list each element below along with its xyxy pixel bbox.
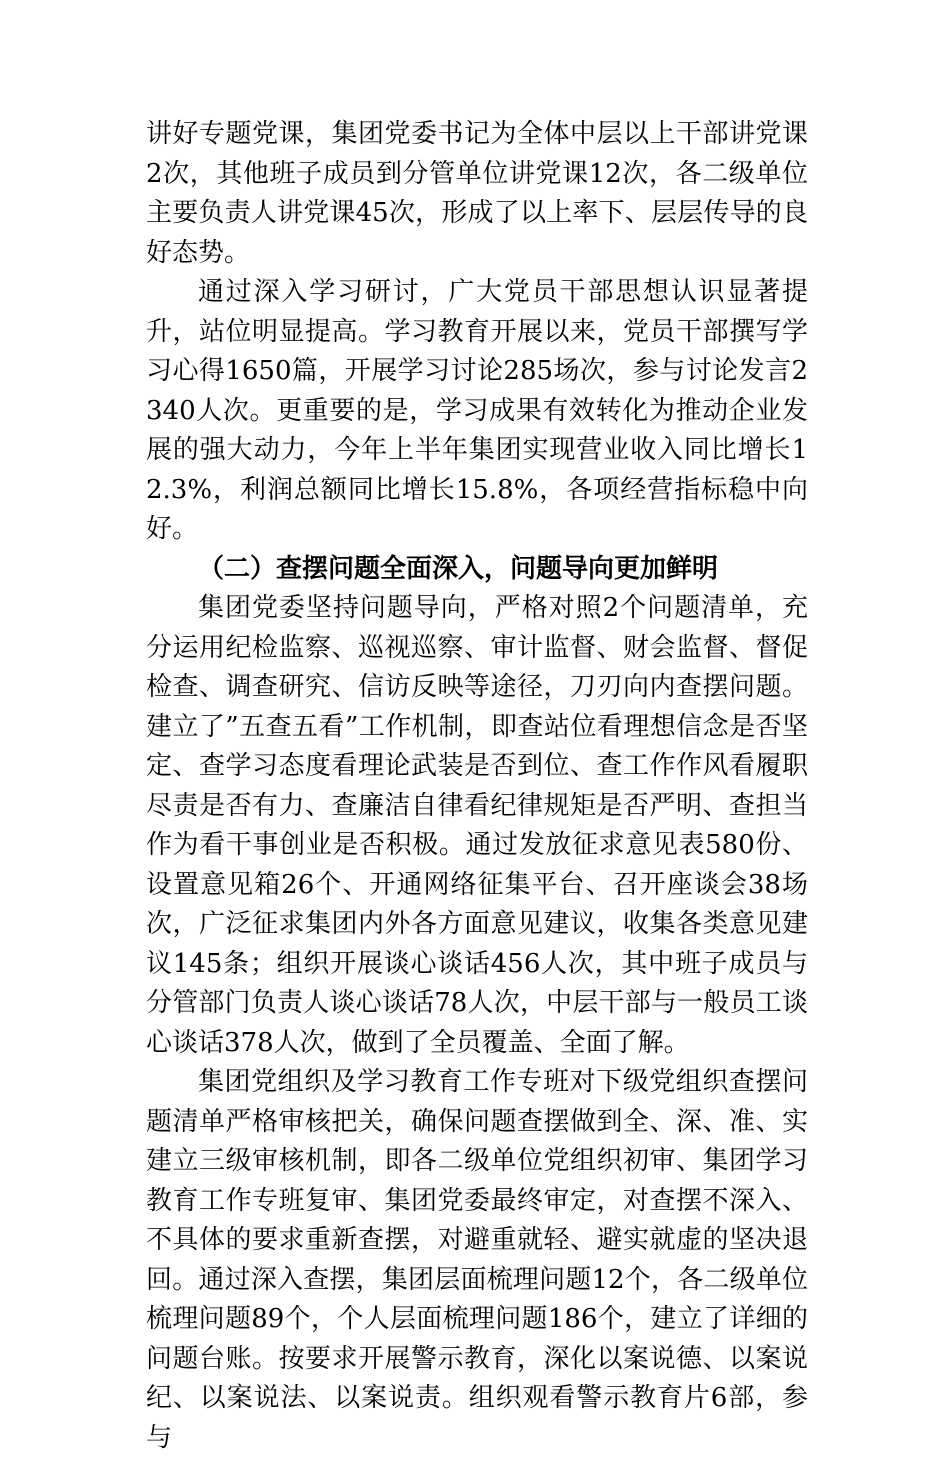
section-heading: （二）查摆问题全面深入，问题导向更加鲜明: [198, 553, 719, 584]
paragraph-party-lectures: 讲好专题党课，集团党委书记为全体中层以上干部讲党课2次，其他班子成员到分管单位讲党课12次，各二级单位主要负责人讲党课45次，形成了以上率下、层层传导的良好态势。: [146, 119, 808, 268]
paragraph-study-results: 通过深入学习研讨，广大党员干部思想认识显著提升，站位明显提高。学习教育开展以来，党员干部撰写学习心得1650篇，开展学习讨论285场次，参与讨论发言2340人次。更重要的是，学习成果有效转化为推动企业发展的强大动力，今年上半年集团实现营业收入同比增长12.3%，利润总额同比增长15.8%，各项经营指标稳中向好。: [146, 277, 808, 544]
document-body: [146, 115, 808, 1458]
paragraph-problem-finding: 集团党委坚持问题导向，严格对照2个问题清单，充分运用纪检监察、巡视巡察、审计监督、财会监督、督促检查、调查研究、信访反映等途径，刀刃向内查摆问题。建立了”五查五看”工作机制，即查站位看理想信念是否坚定、查学习态度看理论武装是否到位、查工作作风看履职尽责是否有力、查廉洁自律看纪律规矩是否严明、查担当作为看干事创业是否积极。通过发放征求意见表580份、设置意见箱26个、开通网络征集平台、召开座谈会38场次，广泛征求集团内外各方面意见建议，收集各类意见建议145条；组织开展谈心谈话456人次，其中班子成员与分管部门负责人谈心谈话78人次，中层干部与一般员工谈心谈话378人次，做到了全员覆盖、全面了解。: [146, 593, 808, 1058]
paragraph-review-mechanism: 集团党组织及学习教育工作专班对下级党组织查摆问题清单严格审核把关，确保问题查摆做到全、深、准、实建立三级审核机制，即各二级单位党组织初审、集团学习教育工作专班复审、集团党委最终审定，对查摆不深入、不具体的要求重新查摆，对避重就轻、避实就虚的坚决退回。通过深入查摆，集团层面梳理问题12个，各二级单位梳理问题89个，个人层面梳理问题186个，建立了详细的问题台账。按要求开展警示教育，深化以案说德、以案说纪、以案说法、以案说责。组织观看警示教育片6部，参与: [146, 1067, 808, 1453]
